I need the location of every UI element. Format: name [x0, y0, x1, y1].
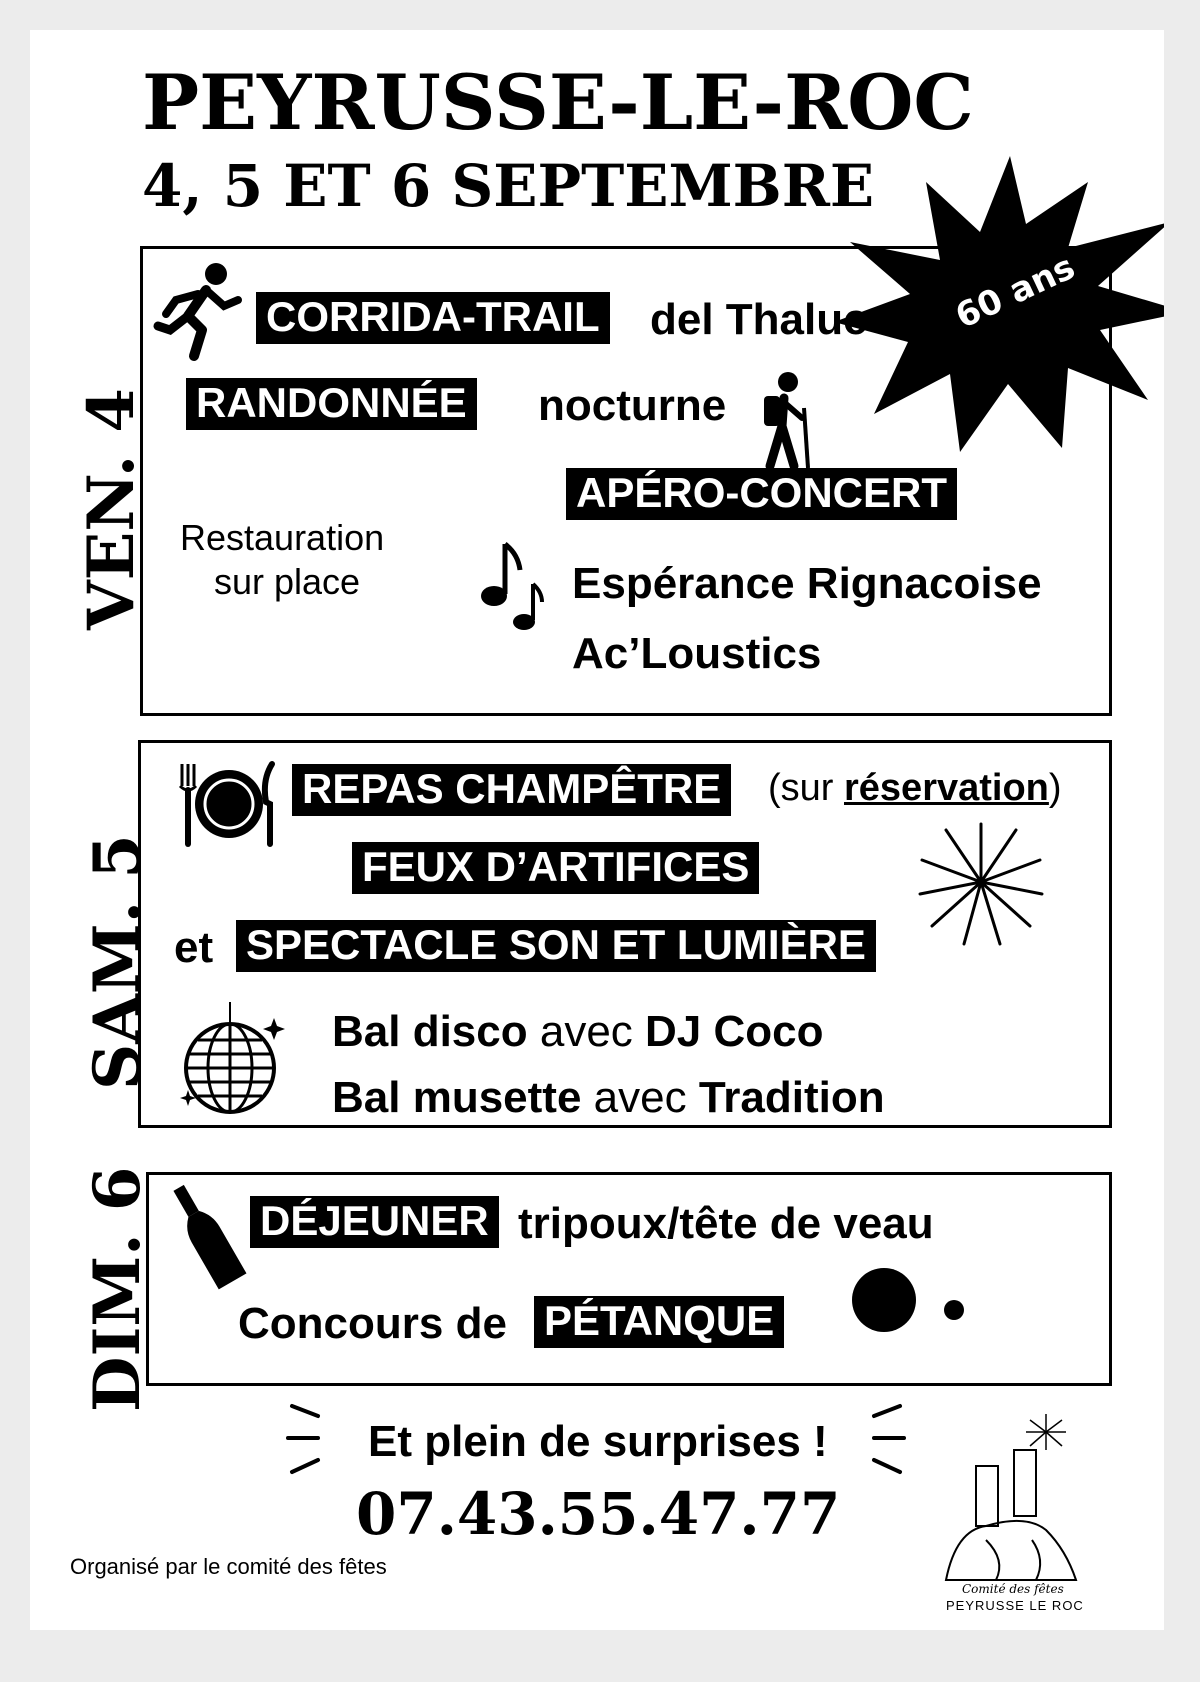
repas-champetre-tag: REPAS CHAMPÊTRE [292, 764, 731, 816]
bal-disco-avec: avec [527, 1007, 646, 1056]
runner-icon [154, 260, 244, 360]
bal-musette-band: Tradition [698, 1073, 885, 1122]
hiker-icon [752, 370, 822, 470]
plate-cutlery-icon [174, 760, 280, 848]
friday-label: VEN. 4 [74, 388, 149, 630]
wine-bottle-icon [162, 1180, 252, 1290]
bal-musette-name: Bal musette [332, 1073, 582, 1122]
poster-title: PEYRUSSE-LE-ROC [142, 58, 974, 147]
dejeuner-tag: DÉJEUNER [250, 1196, 499, 1248]
concours-text: Concours de [238, 1299, 507, 1348]
petanque-balls-icon [850, 1264, 970, 1344]
restauration-line2: sur place [214, 561, 361, 602]
apero-concert-tag: APÉRO-CONCERT [566, 468, 957, 520]
randonnee-text: nocturne [538, 381, 727, 430]
bal-disco [332, 1008, 824, 1056]
corrida-trail-tag: CORRIDA-TRAIL [256, 292, 610, 344]
fireworks-icon [916, 820, 1046, 950]
feux-artifices-tag: FEUX D’ARTIFICES [352, 842, 759, 894]
restauration-line1: Restauration [180, 517, 385, 558]
surprises-text: Et plein de surprises ! [368, 1417, 828, 1466]
randonnee-tag: RANDONNÉE [186, 378, 477, 430]
poster [30, 30, 1164, 1630]
anniversary-badge: 60 ans [949, 247, 1082, 337]
dejeuner-text: tripoux/tête de veau [518, 1199, 934, 1248]
corrida-trail-text: del Thaluc [650, 295, 868, 344]
comite-logo-icon [936, 1410, 1116, 1610]
right-rays-icon [850, 1402, 910, 1482]
left-rays-icon [282, 1402, 342, 1482]
petanque-tag: PÉTANQUE [534, 1296, 784, 1348]
event-dates: 4, 5 ET 6 SEPTEMBRE [142, 152, 875, 220]
spectacle-tag: SPECTACLE SON ET LUMIÈRE [236, 920, 876, 972]
reservation-note [768, 768, 1062, 810]
reservation-open: (sur [768, 767, 844, 809]
bal-musette [332, 1074, 885, 1122]
bal-disco-name: Bal disco [332, 1007, 528, 1056]
logo-line2: PEYRUSSE LE ROC [946, 1598, 1084, 1613]
phone-number: 07.43.55.47.77 [356, 1480, 841, 1548]
logo-line1: Comité des fêtes [962, 1582, 1064, 1596]
music-note-icon [478, 538, 548, 634]
band-esperance: Espérance Rignacoise [572, 559, 1042, 608]
saturday-label: SAM. 5 [80, 834, 155, 1090]
sunday-label: DIM. 6 [80, 1166, 155, 1412]
band-acloustics: Ac’Loustics [572, 629, 822, 678]
organiser-text: Organisé par le comité des fêtes [70, 1554, 387, 1579]
disco-ball-icon [180, 1002, 290, 1116]
et-text: et [174, 923, 214, 972]
bal-disco-dj: DJ Coco [645, 1007, 824, 1056]
reservation-link: réservation [844, 767, 1049, 809]
reservation-close: ) [1048, 767, 1062, 809]
bal-musette-avec: avec [581, 1073, 699, 1122]
